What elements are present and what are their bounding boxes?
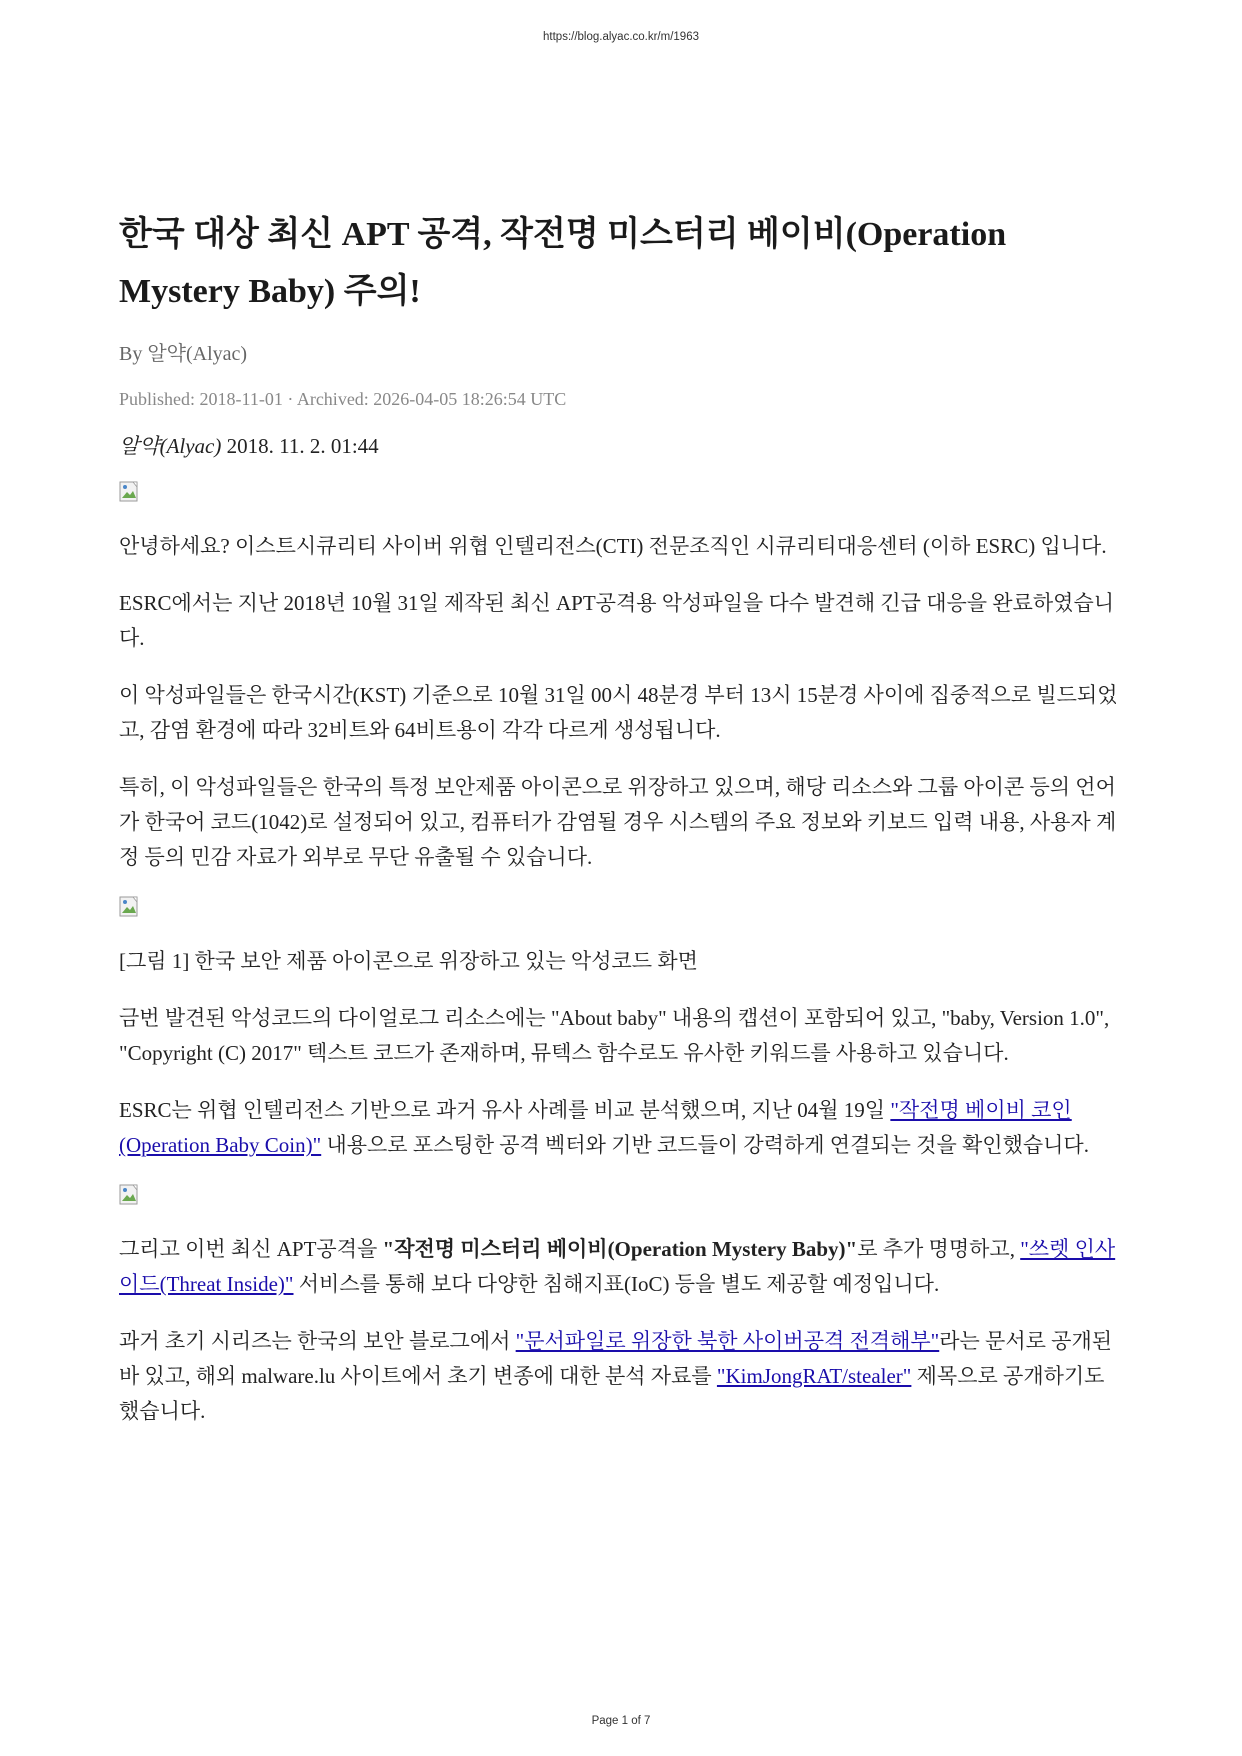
operation-baby-coin-link[interactable]: "작전명 베이비 코인(Operation Baby Coin)": [119, 1098, 1072, 1157]
text: 과거 초기 시리즈는 한국의 보안 블로그에서: [119, 1329, 516, 1353]
broken-image-icon: [119, 481, 143, 507]
page-number: Page 1 of 7: [591, 1715, 651, 1727]
post-date-line: [119, 432, 1129, 460]
text: 로 추가 명명하고,: [857, 1237, 1021, 1261]
paragraph-naming: [119, 1232, 1129, 1302]
paragraph-dialog-resource: 금번 발견된 악성코드의 다이얼로그 리소스에는 "About baby" 내용의 캡션이 포함되어 있고, "baby, Version 1.0", "Copyright (C) 2017" 텍스트 코드가 존재하며, 뮤텍스 함수로도 유사한 키워드를 사용하고 있습니다.: [119, 1006, 1110, 1065]
post-author: 알약(Alyac): [119, 434, 222, 458]
post-date: 2018. 11. 2. 01:44: [221, 434, 379, 458]
paragraph-intro: 안녕하세요? 이스트시큐리티 사이버 위협 인텔리전스(CTI) 전문조직인 시큐리티대응센터 (이하 ESRC) 입니다.: [119, 534, 1107, 558]
paragraph-analysis: [119, 1093, 1129, 1163]
page-url: https://blog.alyac.co.kr/m/1963: [543, 31, 699, 43]
article-title: 한국 대상 최신 APT 공격, 작전명 미스터리 베이비(Operation Mystery Baby) 주의!: [119, 216, 1007, 310]
paragraph-history: [119, 1324, 1129, 1429]
text: ESRC는 위협 인텔리전스 기반으로 과거 유사 사례를 비교 분석했으며, 지난 04월 19일: [119, 1098, 891, 1122]
paragraph-build-time: 이 악성파일들은 한국시간(KST) 기준으로 10월 31일 00시 48분경 부터 13시 15분경 사이에 집중적으로 빌드되었고, 감염 환경에 따라 32비트와 64비트용이 각각 다르게 생성됩니다.: [119, 683, 1118, 742]
text: 제목으로 공개하기도 했습니다.: [119, 1364, 1105, 1423]
figure-caption: [그림 1] 한국 보안 제품 아이콘으로 위장하고 있는 악성코드 화면: [119, 949, 698, 973]
paragraph-disguise: 특히, 이 악성파일들은 한국의 특정 보안제품 아이콘으로 위장하고 있으며, 해당 리소스와 그룹 아이콘 등의 언어가 한국어 코드(1042)로 설정되어 있고, 컴퓨터가 감염될 경우 시스템의 주요 정보와 키보드 입력 내용, 사용자 계정 등의 민감 자료가 외부로 무단 유출될 수 있습니다.: [119, 775, 1117, 869]
broken-image-icon: [119, 896, 143, 922]
article-byline: By 알약(Alyac): [119, 343, 248, 365]
north-korea-report-link[interactable]: "문서파일로 위장한 북한 사이버공격 전격해부": [515, 1329, 940, 1353]
text: 그리고 이번 최신 APT공격을: [119, 1237, 383, 1261]
article: [119, 206, 1129, 1429]
threat-inside-link[interactable]: "쓰렛 인사이드(Threat Inside)": [119, 1237, 1116, 1296]
text: 라는 문서로 공개된 바 있고, 해외 malware.lu 사이트에서 초기 변종에 대한 분석 자료를: [119, 1329, 1113, 1388]
operation-name: "작전명 미스터리 베이비(Operation Mystery Baby)": [382, 1237, 858, 1261]
article-meta: Published: 2018-11-01 · Archived: 2026-04-05 18:26:54 UTC: [119, 389, 567, 409]
text: 내용으로 포스팅한 공격 벡터와 기반 코드들이 강력하게 연결되는 것을 확인했습니다.: [321, 1133, 1089, 1157]
text: 서비스를 통해 보다 다양한 침해지표(IoC) 등을 별도 제공할 예정입니다.: [293, 1272, 940, 1296]
paragraph-discovery: ESRC에서는 지난 2018년 10월 31일 제작된 최신 APT공격용 악성파일을 다수 발견해 긴급 대응을 완료하였습니다.: [119, 591, 1115, 650]
kimjongrat-link[interactable]: "KimJongRAT/stealer": [716, 1364, 912, 1388]
broken-image-icon: [119, 1184, 143, 1210]
